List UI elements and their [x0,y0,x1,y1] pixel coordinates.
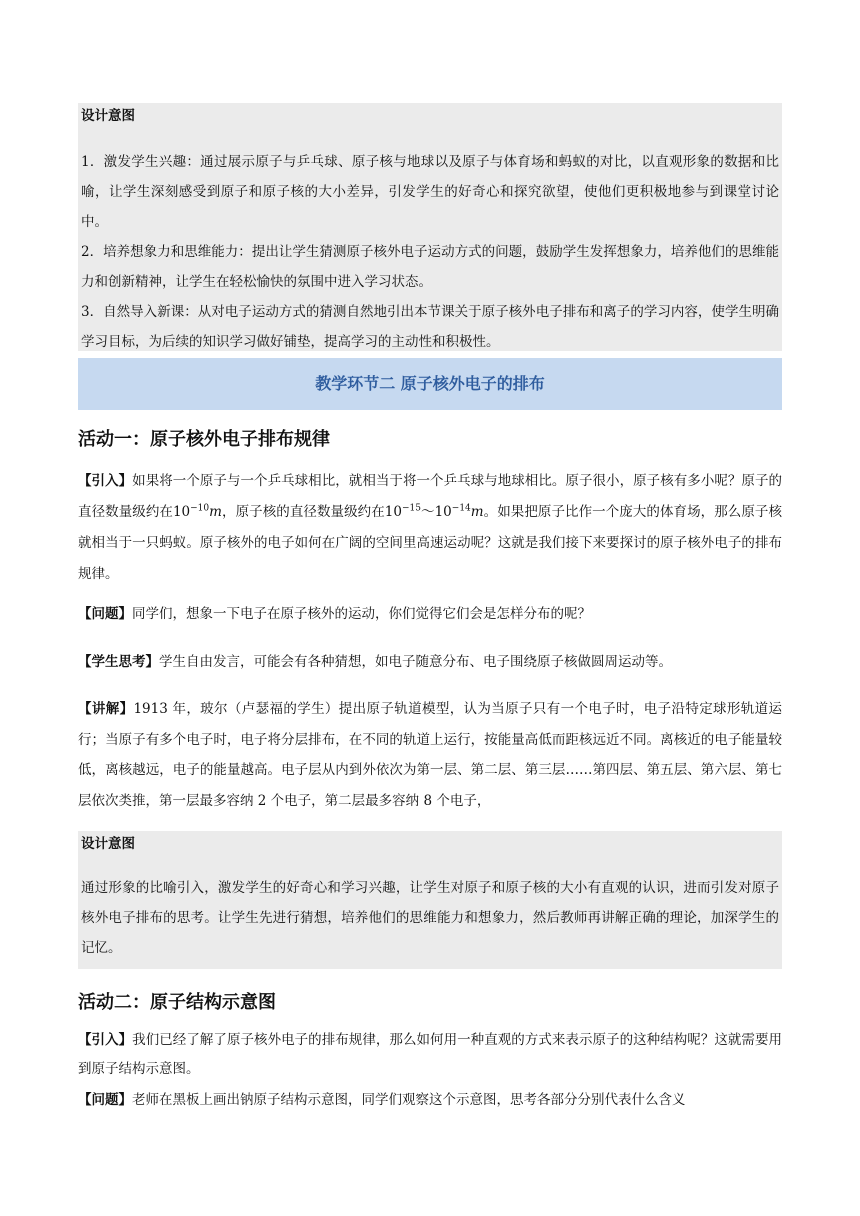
intro-text: ～10 [420,504,452,520]
design-intent-box [78,103,782,351]
design-intent-title: 设计意图 [81,108,135,124]
question-tag: 【问题】 [78,1092,132,1108]
intro-text: 如果将一个原子与一个乒乓球相比，就相当于将一个乒乓球与地球相比。原子很小，原子核有多小呢？原子的直径数量级约在10 [78,473,783,520]
activity-heading: 活动一：原子核外电子排布规律 [78,429,330,450]
intro-text: 我们已经了解了原子核外电子的排布规律，那么如何用一种直观的方式来表示原子的这种结构呢？这就需要用到原子结构示意图。 [78,1032,783,1077]
student-thinking-text: 学生自由发言，可能会有各种猜想，如电子随意分布、电子围绕原子核做圆周运动等。 [159,654,672,670]
design-intent-item: 2．培养想象力和思维能力：提出让学生猜测原子核外电子运动方式的问题，鼓励学生发挥想象力，培养他们的思维能力和创新精神，让学生在轻松愉快的氛围中进入学习状态。 [81,244,779,290]
intro-text: ，原子核的直径数量级约在10 [221,504,402,520]
intro-paragraph [78,1026,782,1084]
question-text: 同学们，想象一下电子在原子核外的运动，你们觉得它们会是怎样分布的呢？ [132,606,591,622]
exponent: −15 [401,503,421,514]
intro-tag: 【引入】 [78,1032,133,1048]
design-intent-item: 3．自然导入新课：从对电子运动方式的猜测自然地引出本节课关于原子核外电子排布和离子的学习内容，使学生明确学习目标，为后续的知识学习做好铺垫，提高学习的主动性和积极性。 [81,304,779,350]
design-intent-title: 设计意图 [81,836,135,852]
design-intent-item: 1．激发学生兴趣：通过展示原子与乒乓球、原子核与地球以及原子与体育场和蚂蚁的对比，以直观形象的数据和比喻，让学生深刻感受到原子和原子核的大小差异，引发学生的好奇心和探究欲望，使他们更积极地参与到课堂讨论中。 [81,154,779,230]
exponent: −10 [190,503,210,514]
explanation-text: 1913 年，玻尔（卢瑟福的学生）提出原子轨道模型，认为当原子只有一个电子时，电子沿特定球形轨道运行；当原子有多个电子时，电子将分层排布，在不同的轨道上运行，按能量高低而距核远近不同。离核近的电子能量较低，离核越远，电子的能量越高。电子层从内到外依次为第一层、第二层、第三层……第四层、第五层、第六层、第七层依次类推，第一层最多容纳 2 个电子，第二层最多容纳 8 个电子， [78,701,782,809]
design-intent-box [78,831,782,969]
explanation-paragraph [78,694,782,816]
question-paragraph [78,1085,782,1115]
section-banner: 教学环节二 原子核外电子的排布 [78,358,782,410]
design-intent-text: 通过形象的比喻引入，激发学生的好奇心和学习兴趣，让学生对原子和原子核的大小有直观的认识，进而引发对原子核外电子排布的思考。让学生先进行猜想，培养他们的思维能力和想象力，然后教师再讲解正确的理论，加深学生的记忆。 [81,880,779,956]
intro-paragraph [78,466,782,590]
intro-text: 。如果把原子比作一个庞大的体育场，那么原子核就相当于一只蚂蚁。原子核外的电子如何在广阔的空间里高速运动呢？这就是我们接下来要探讨的原子核外电子的排布规律。 [78,504,782,582]
explanation-tag: 【讲解】 [78,701,134,717]
intro-tag: 【引入】 [78,473,133,489]
unit: m [470,504,484,520]
question-paragraph [78,599,782,629]
question-text: 老师在黑板上画出钠原子结构示意图，同学们观察这个示意图，思考各部分分别代表什么含义 [132,1092,686,1108]
unit: m [209,504,222,520]
student-thinking-tag: 【学生思考】 [78,654,159,670]
question-tag: 【问题】 [78,606,132,622]
activity-heading: 活动二：原子结构示意图 [78,992,276,1013]
student-thinking-paragraph [78,647,782,677]
exponent: −14 [451,503,471,514]
